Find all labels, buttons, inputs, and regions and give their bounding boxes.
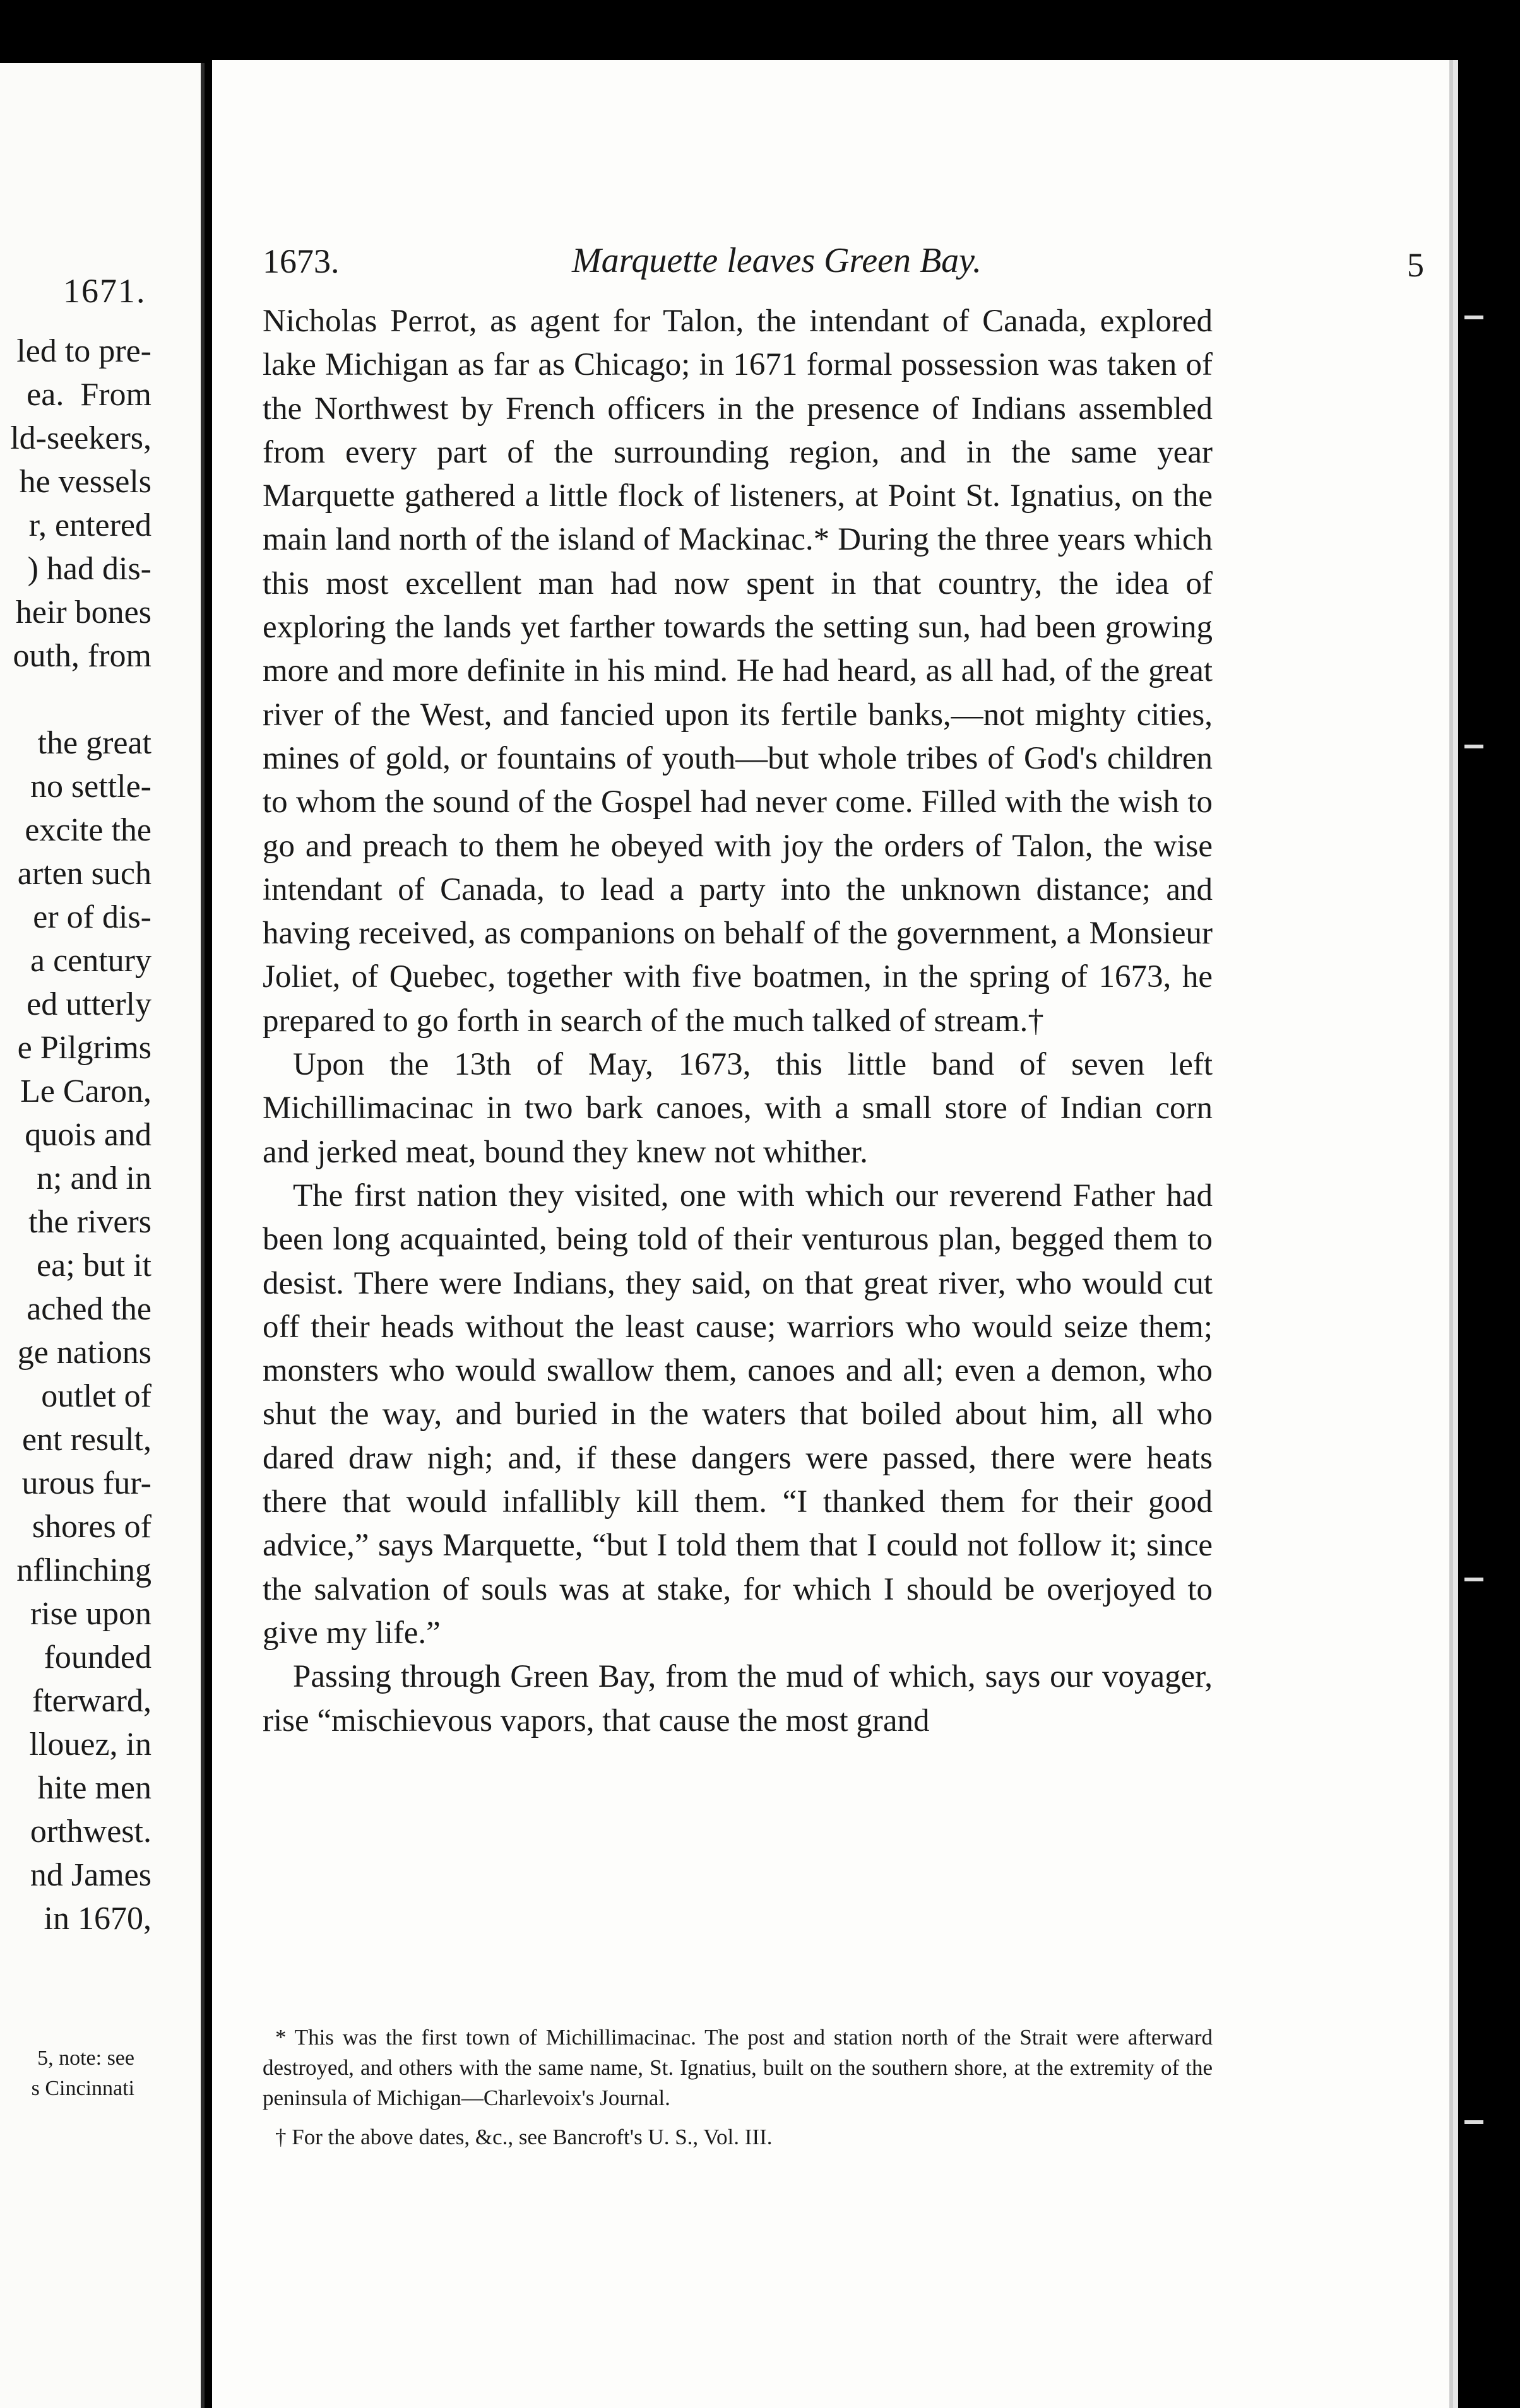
paragraph: Passing through Green Bay, from the mud of which, says our voyager, rise “mischievous vapors, that cause the most grand bbox=[263, 1659, 1213, 1738]
running-head bbox=[263, 237, 1424, 287]
left-page-note-line: 5, note: see bbox=[37, 2046, 134, 2070]
book-page bbox=[212, 60, 1449, 2408]
left-page-line: ld-seekers, bbox=[10, 420, 151, 456]
left-page-line: fterward, bbox=[32, 1683, 151, 1719]
left-page-line: urous fur- bbox=[21, 1465, 151, 1501]
left-page-line: ed utterly bbox=[27, 986, 151, 1022]
left-page-line: the great bbox=[37, 725, 151, 761]
left-page-line: ea; but it bbox=[37, 1248, 151, 1284]
left-page-line: ea. From bbox=[27, 377, 151, 413]
left-page-line: ent result, bbox=[21, 1422, 151, 1458]
page-edge-mark bbox=[1464, 1578, 1483, 1581]
footnote: * This was the first town of Michillimacinac. The post and station north of the Strait were afterward destroyed, and others with the same name, St. Ignatius, built on the southern shore, at the extremity of the peninsula of Michigan—Charlevoix's Journal. bbox=[263, 2025, 1213, 2110]
left-page-line: founded bbox=[44, 1639, 151, 1675]
left-page-line: outlet of bbox=[41, 1378, 151, 1414]
left-page-line: outh, from bbox=[13, 638, 151, 674]
left-page-line: he vessels bbox=[19, 464, 151, 500]
running-head-year: 1673. bbox=[263, 242, 340, 280]
paragraph: The first nation they visited, one with which our reverend Father had been long acquainted, being told of their venturous plan, begged them to desist. There were Indians, they said, on that great river, who would cut off their heads without the least cause; warriors who would seize them; monsters who would swallow them, canoes and all; even a demon, who shut the way, and buried in the waters that boiled about him, all who dared draw nigh; and, if these dangers were passed, there were heats there that would infallibly kill them. “I thanked them for their good advice,” says Marquette, “but I told them that I could not follow it; since the salvation of souls was at stake, for which I should be overjoyed to give my life.” bbox=[263, 1177, 1213, 1651]
left-page-line: hite men bbox=[37, 1770, 151, 1806]
left-page-text-fragments bbox=[0, 329, 151, 1940]
page-number: 5 bbox=[1407, 246, 1424, 284]
left-page-line: in 1670, bbox=[44, 1901, 151, 1937]
left-page-line: shores of bbox=[32, 1509, 151, 1545]
page-edge-mark bbox=[1464, 316, 1483, 319]
left-page-line: excite the bbox=[25, 812, 151, 848]
left-page-line: nd James bbox=[30, 1857, 151, 1893]
left-page-line: nflinching bbox=[16, 1552, 151, 1588]
left-page-line: the rivers bbox=[28, 1204, 151, 1240]
left-page-line: ached the bbox=[27, 1291, 151, 1327]
left-page-line: er of dis- bbox=[33, 899, 151, 935]
left-page-line: e Pilgrims bbox=[17, 1030, 151, 1066]
left-page-line: led to pre- bbox=[16, 333, 151, 369]
left-page-line: r, entered bbox=[28, 507, 151, 543]
left-page-line: orthwest. bbox=[30, 1814, 151, 1850]
left-page-line: no settle- bbox=[30, 769, 151, 805]
paragraph: Upon the 13th of May, 1673, this little band of seven left Michillimacinac in two bark canoes, with a small store of Indian corn and jerked meat, bound they knew not whither. bbox=[263, 1047, 1213, 1170]
left-page-line: arten such bbox=[17, 856, 151, 892]
body-text bbox=[263, 300, 1213, 1743]
left-page-year: 1671. bbox=[63, 272, 146, 310]
left-page-line: ) had dis- bbox=[27, 551, 151, 587]
left-page-line: ge nations bbox=[17, 1335, 151, 1371]
left-page-footnote-fragments bbox=[0, 2043, 134, 2104]
footnotes bbox=[263, 2022, 1213, 2152]
left-facing-page bbox=[0, 63, 205, 2408]
left-page-line: llouez, in bbox=[29, 1726, 151, 1762]
left-page-line bbox=[0, 678, 151, 721]
paragraph: Nicholas Perrot, as agent for Talon, the intendant of Canada, explored lake Michigan as far as Chicago; in 1671 formal possession was taken of the Northwest by French officers in the presence of Indians assembled from every part of the surrounding region, and in the same year Marquette gathered a little flock of listeners, at Point St. Ignatius, on the main land north of the island of Mackinac.* During the three years which this most excellent man had now spent in that country, the idea of exploring the lands yet farther towards the setting sun, had been growing more and more definite in his mind. He had heard, as all had, of the great river of the West, and fancied upon its fertile banks,—not mighty cities, mines of gold, or fountains of youth—but whole tribes of God's children to whom the sound of the Gospel had never come. Filled with the wish to go and preach to them he obeyed with joy the orders of Talon, the wise intendant of Canada, to lead a party into the unknown distance; and having received, as companions on behalf of the government, a Monsieur Joliet, of Quebec, together with five boatmen, in the spring of 1673, he prepared to go forth in search of the much talked of stream.† bbox=[263, 304, 1213, 1039]
left-page-line: n; and in bbox=[37, 1160, 151, 1196]
running-head-title: Marquette leaves Green Bay. bbox=[572, 241, 982, 280]
left-page-line: heir bones bbox=[15, 594, 151, 630]
left-page-line: rise upon bbox=[30, 1596, 151, 1632]
left-page-line: a century bbox=[30, 943, 151, 979]
left-page-line: quois and bbox=[25, 1117, 151, 1153]
page-edge-mark bbox=[1464, 745, 1483, 748]
left-page-note-line: s Cincinnati bbox=[31, 2077, 134, 2100]
left-page-line: Le Caron, bbox=[20, 1073, 151, 1109]
scan-border bbox=[1463, 0, 1520, 2408]
footnote: † For the above dates, &c., see Bancroft's U. S., Vol. III. bbox=[275, 2125, 773, 2149]
page-edge-mark bbox=[1464, 2120, 1483, 2124]
